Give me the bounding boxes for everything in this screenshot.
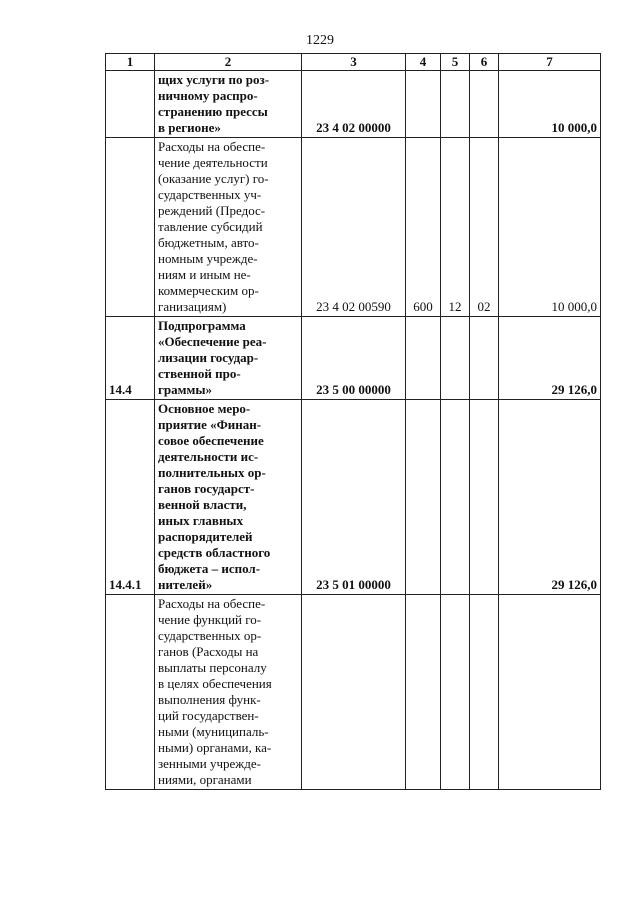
row-kbk: 23 5 01 00000: [302, 400, 406, 595]
row-pr: [470, 400, 499, 595]
description-line: странению прессы: [158, 104, 268, 119]
description-line: бюджетным, авто-: [158, 235, 259, 250]
description-line: сударственных ор-: [158, 628, 262, 643]
row-vr: [406, 400, 441, 595]
description-line: в регионе»: [158, 120, 221, 135]
row-kbk: 23 4 02 00590: [302, 138, 406, 317]
row-pr: [470, 71, 499, 138]
row-rz: [441, 595, 470, 790]
row-pr: 02: [470, 138, 499, 317]
description-line: ничному распро-: [158, 88, 258, 103]
row-vr: [406, 317, 441, 400]
description-line: ганов государст-: [158, 481, 255, 496]
row-code: [106, 138, 155, 317]
row-code: 14.4.1: [106, 400, 155, 595]
column-header: 7: [499, 54, 601, 71]
description-line: ганов (Расходы на: [158, 644, 259, 659]
row-rz: [441, 71, 470, 138]
row-vr: [406, 71, 441, 138]
description-line: нителей»: [158, 577, 213, 592]
column-header: 4: [406, 54, 441, 71]
description-line: ными (муниципаль-: [158, 724, 269, 739]
description-line: приятие «Финан-: [158, 417, 262, 432]
description-line: Расходы на обеспе-: [158, 596, 266, 611]
table-row: [106, 400, 601, 595]
table-row: [106, 71, 601, 138]
description-line: бюджета – испол-: [158, 561, 261, 576]
row-description: [155, 317, 302, 400]
row-description: [155, 138, 302, 317]
description-line: Подпрограмма: [158, 318, 246, 333]
description-line: ными) органами, ка-: [158, 740, 272, 755]
description-line: «Обеспечение реа-: [158, 334, 267, 349]
header-row: [106, 54, 601, 71]
row-vr: 600: [406, 138, 441, 317]
description-line: граммы»: [158, 382, 212, 397]
description-line: ций государствен-: [158, 708, 259, 723]
row-rz: 12: [441, 138, 470, 317]
description-line: зенными учрежде-: [158, 756, 261, 771]
description-line: тавление субсидий: [158, 219, 263, 234]
description-line: ственной про-: [158, 366, 241, 381]
description-line: лизации государ-: [158, 350, 259, 365]
column-header: 5: [441, 54, 470, 71]
row-pr: [470, 595, 499, 790]
description-line: реждений (Предос-: [158, 203, 266, 218]
description-line: ниям и иным не-: [158, 267, 251, 282]
column-header: 2: [155, 54, 302, 71]
description-line: коммерческим ор-: [158, 283, 259, 298]
row-kbk: [302, 595, 406, 790]
description-line: выполнения функ-: [158, 692, 261, 707]
description-line: выплаты персоналу: [158, 660, 267, 675]
description-line: совое обеспечение: [158, 433, 264, 448]
description-line: Основное меро-: [158, 401, 251, 416]
column-header: 6: [470, 54, 499, 71]
description-line: Расходы на обеспе-: [158, 139, 266, 154]
description-line: венной власти,: [158, 497, 247, 512]
description-line: полнительных ор-: [158, 465, 266, 480]
row-amount: [499, 595, 601, 790]
description-line: щих услуги по роз-: [158, 72, 270, 87]
description-line: распорядителей: [158, 529, 253, 544]
row-code: 14.4: [106, 317, 155, 400]
description-line: иных главных: [158, 513, 244, 528]
row-rz: [441, 400, 470, 595]
row-description: [155, 400, 302, 595]
description-line: ганизациям): [158, 299, 227, 314]
row-code: [106, 71, 155, 138]
row-amount: 29 126,0: [499, 400, 601, 595]
row-description: [155, 71, 302, 138]
description-line: в целях обеспечения: [158, 676, 272, 691]
row-kbk: 23 5 00 00000: [302, 317, 406, 400]
column-header: 3: [302, 54, 406, 71]
budget-table: [105, 53, 601, 790]
row-description: [155, 595, 302, 790]
row-amount: 29 126,0: [499, 317, 601, 400]
row-kbk: 23 4 02 00000: [302, 71, 406, 138]
row-rz: [441, 317, 470, 400]
row-pr: [470, 317, 499, 400]
description-line: средств областного: [158, 545, 271, 560]
description-line: сударственных уч-: [158, 187, 262, 202]
page-number: 1229: [306, 33, 334, 48]
description-line: деятельности ис-: [158, 449, 259, 464]
description-line: чение функций го-: [158, 612, 262, 627]
description-line: номным учрежде-: [158, 251, 258, 266]
column-header: 1: [106, 54, 155, 71]
description-line: (оказание услуг) го-: [158, 171, 269, 186]
row-vr: [406, 595, 441, 790]
description-line: ниями, органами: [158, 772, 252, 787]
row-amount: 10 000,0: [499, 71, 601, 138]
table-row: [106, 138, 601, 317]
table-row: [106, 595, 601, 790]
row-amount: 10 000,0: [499, 138, 601, 317]
row-code: [106, 595, 155, 790]
table-row: [106, 317, 601, 400]
description-line: чение деятельности: [158, 155, 268, 170]
